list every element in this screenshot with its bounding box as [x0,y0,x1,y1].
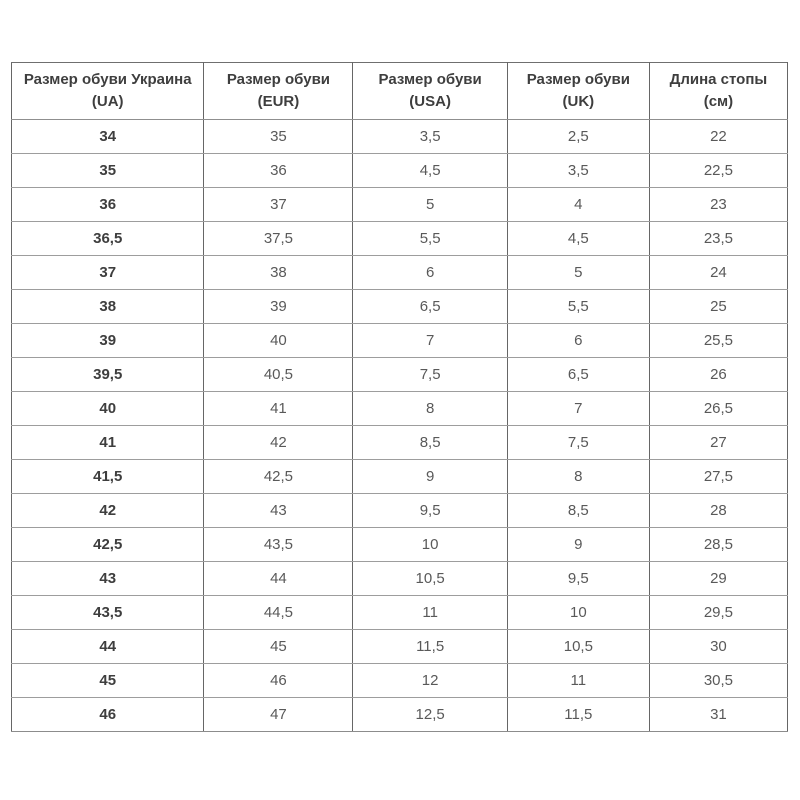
cell-ua: 45 [12,664,204,698]
table-row [12,358,788,392]
cell-ua: 34 [12,120,204,154]
cell-eur: 36 [204,154,353,188]
cell-uk: 6 [507,324,649,358]
cell-usa: 6,5 [353,290,507,324]
cell-eur: 41 [204,392,353,426]
cell-uk: 3,5 [507,154,649,188]
table-row [12,562,788,596]
cell-eur: 45 [204,630,353,664]
cell-uk: 5,5 [507,290,649,324]
cell-ua: 36 [12,188,204,222]
cell-cm: 22,5 [649,154,787,188]
cell-ua: 39 [12,324,204,358]
cell-uk: 2,5 [507,120,649,154]
header-row [12,63,788,120]
header-size-usa [353,63,507,120]
cell-cm: 23,5 [649,222,787,256]
cell-eur: 38 [204,256,353,290]
header-size-usa-line2: (USA) [409,93,451,110]
cell-ua: 44 [12,630,204,664]
cell-cm: 30 [649,630,787,664]
header-size-ua [12,63,204,120]
cell-usa: 12 [353,664,507,698]
cell-ua: 41 [12,426,204,460]
cell-cm: 27 [649,426,787,460]
cell-usa: 8 [353,392,507,426]
cell-usa: 5 [353,188,507,222]
cell-cm: 28 [649,494,787,528]
cell-uk: 4 [507,188,649,222]
shoe-size-conversion-table [11,62,788,732]
header-size-ua-line1: Размер обуви Украина [23,71,192,88]
header-foot-length-cm-line1: Длина стопы [669,71,768,88]
cell-cm: 26,5 [649,392,787,426]
cell-ua: 43,5 [12,596,204,630]
cell-usa: 8,5 [353,426,507,460]
cell-eur: 40 [204,324,353,358]
header-size-uk-line2: (UK) [562,93,595,110]
cell-cm: 25,5 [649,324,787,358]
table-row [12,256,788,290]
cell-ua: 46 [12,698,204,732]
cell-eur: 37 [204,188,353,222]
cell-eur: 44,5 [204,596,353,630]
cell-usa: 3,5 [353,120,507,154]
cell-eur: 46 [204,664,353,698]
header-size-uk [507,63,649,120]
cell-eur: 35 [204,120,353,154]
table-body [12,120,788,732]
cell-usa: 12,5 [353,698,507,732]
cell-usa: 10,5 [353,562,507,596]
header-size-eur-line1: Размер обуви [226,71,331,88]
table-row [12,698,788,732]
cell-usa: 10 [353,528,507,562]
cell-ua: 40 [12,392,204,426]
cell-eur: 37,5 [204,222,353,256]
cell-eur: 43,5 [204,528,353,562]
header-size-ua-line2: (UA) [91,93,124,110]
cell-usa: 11 [353,596,507,630]
table-row [12,222,788,256]
cell-cm: 22 [649,120,787,154]
cell-ua: 42,5 [12,528,204,562]
cell-cm: 30,5 [649,664,787,698]
cell-usa: 5,5 [353,222,507,256]
cell-ua: 43 [12,562,204,596]
table-header [12,63,788,120]
table-row [12,324,788,358]
header-size-uk-line1: Размер обуви [526,71,630,88]
table-row [12,154,788,188]
cell-eur: 44 [204,562,353,596]
cell-usa: 9,5 [353,494,507,528]
cell-ua: 37 [12,256,204,290]
cell-uk: 5 [507,256,649,290]
cell-uk: 10,5 [507,630,649,664]
cell-eur: 42 [204,426,353,460]
cell-cm: 31 [649,698,787,732]
cell-usa: 11,5 [353,630,507,664]
table-row [12,392,788,426]
header-size-eur-line2: (EUR) [257,93,300,110]
header-size-usa-line1: Размер обуви [378,71,482,88]
cell-usa: 7,5 [353,358,507,392]
cell-uk: 10 [507,596,649,630]
cell-eur: 42,5 [204,460,353,494]
cell-ua: 39,5 [12,358,204,392]
cell-usa: 4,5 [353,154,507,188]
cell-eur: 39 [204,290,353,324]
cell-uk: 7,5 [507,426,649,460]
cell-uk: 4,5 [507,222,649,256]
cell-uk: 9,5 [507,562,649,596]
cell-eur: 43 [204,494,353,528]
cell-cm: 27,5 [649,460,787,494]
cell-cm: 24 [649,256,787,290]
cell-cm: 29,5 [649,596,787,630]
cell-uk: 11 [507,664,649,698]
cell-cm: 25 [649,290,787,324]
table-row [12,460,788,494]
table-row [12,120,788,154]
cell-usa: 6 [353,256,507,290]
cell-ua: 38 [12,290,204,324]
cell-cm: 29 [649,562,787,596]
shoe-size-table-container [11,62,788,732]
cell-uk: 8 [507,460,649,494]
cell-uk: 9 [507,528,649,562]
cell-uk: 11,5 [507,698,649,732]
header-foot-length-cm-line2: (см) [703,93,734,110]
cell-eur: 40,5 [204,358,353,392]
cell-eur: 47 [204,698,353,732]
cell-ua: 42 [12,494,204,528]
table-row [12,188,788,222]
table-row [12,426,788,460]
cell-uk: 7 [507,392,649,426]
cell-cm: 23 [649,188,787,222]
cell-usa: 9 [353,460,507,494]
table-row [12,630,788,664]
cell-ua: 41,5 [12,460,204,494]
cell-cm: 28,5 [649,528,787,562]
cell-ua: 35 [12,154,204,188]
cell-uk: 8,5 [507,494,649,528]
cell-uk: 6,5 [507,358,649,392]
cell-ua: 36,5 [12,222,204,256]
table-row [12,290,788,324]
cell-cm: 26 [649,358,787,392]
cell-usa: 7 [353,324,507,358]
table-row [12,494,788,528]
header-size-eur [204,63,353,120]
table-row [12,528,788,562]
table-row [12,596,788,630]
table-row [12,664,788,698]
header-foot-length-cm [649,63,787,120]
